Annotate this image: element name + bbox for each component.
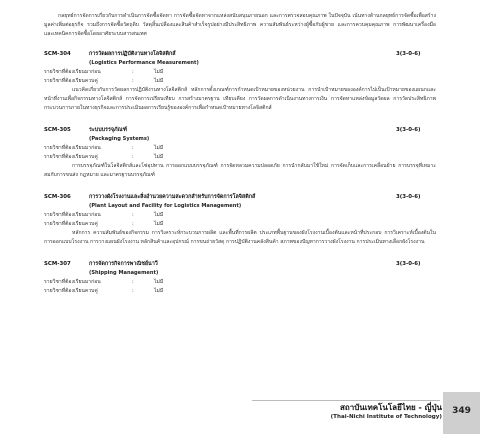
course-title-th: ระบบบรรจุภัณฑ์ — [89, 127, 128, 133]
course-header — [44, 50, 436, 59]
course-code: SCM-305 — [44, 127, 71, 133]
footer-divider — [252, 400, 440, 401]
corequisite-value: ไม่มี — [154, 221, 164, 227]
intro-paragraph: กลยุทธ์การจัดการเกี่ยวกับการดำเนินการจัดซื้อจัดหา การจัดซื้อจัดหาจากแหล่งสนับสนุนภายนอก และการตรวจสอบคุณภาพ ในปัจจุบัน เน้นทางด้านกลยุทธ์การจัดซื้อเพื่อสร้างมูลค่าเพิ่มต่อธุรกิจ รวมถึงการจัดซื้อวัตถุดิบ วัสดุสิ้นเปลืองและสินค้าสำเร็จรูปอย่างมีประสิทธิภาพ ความสัมพันธ์ระหว่างผู้ซื้อกับผู้ขาย และการควบคุมคุณภาพ การพัฒนาเครื่องมือ และเทคนิคการจัดซื้อโดยอาศัยระบบสารสนเทศ — [44, 13, 436, 37]
course-description: หลักการ ความสัมพันธ์ของกิจกรรม การวิเคราะห์กระบวนการผลิต และพื้นที่การผลิต ประเภทพื้นฐานของผังโรงงานเบื้องต้นและหน้าที่ประกอบ การวิเคราะห์เบื้องต้นในการออกแบบโรงงาน การวางแผนผังโรงงาน หลักสินค้าและอุปกรณ์ การขนถ่ายวัสดุ การปฏิบัติงานคลังสินค้า สภาพของปัญหาการวางผังโรงงาน การประเมินทางเลือกผังโรงงาน — [44, 230, 436, 245]
course-credits: 3(3-0-6) — [396, 51, 421, 57]
corequisite-label: รายวิชาที่ต้องเรียนควบคู่ — [44, 78, 98, 84]
course-credits: 3(3-0-6) — [396, 194, 421, 200]
corequisite-row — [44, 153, 436, 162]
prerequisite-label: รายวิชาที่ต้องเรียนมาก่อน — [44, 69, 101, 75]
colon: : — [132, 288, 134, 294]
course-title-th: การวางผังโรงงานและสิ่งอำนวยความสะดวกสำหรับการจัดการโลจิสติกส์ — [89, 194, 256, 200]
colon: : — [132, 145, 134, 151]
course-title-th: การวัดผลการปฏิบัติงานทางโลจิสติกส์ — [89, 51, 176, 57]
prerequisite-label: รายวิชาที่ต้องเรียนมาก่อน — [44, 279, 101, 285]
course-description: การบรรจุภัณฑ์ในโลจิสติกส์และโซ่อุปทาน การออกแบบบรรจุภัณฑ์ การจัดหลวมความปลอดภัย การนำกลับมาใช้ใหม่ การจัดเก็บและการเคลื่อนย้าย การบรรจุที่เหมาะสมกับการขนส่ง กฎหมาย และมาตรฐานบรรจุภัณฑ์ — [44, 163, 436, 178]
prerequisite-label: รายวิชาที่ต้องเรียนมาก่อน — [44, 145, 101, 151]
prerequisite-row — [44, 211, 436, 220]
course-description: แนวคิดเกี่ยวกับการวัดผลการปฏิบัติงานทางโลจิสติกส์ หลักการตั้งเกณฑ์การกำหนดเป้าหมายของหน่วยงาน การนำเป้าหมายขององค์การไปเป็นเป้าหมายของแผนกและหน้าที่งานเพื่อกิจกรรมทางโลจิสติกส์ การจัดการเปรียบเทียบ การสร้างมาตรฐาน เทียบเคียง การวัดผลการดำเนินงานทางการเงิน การจัดหาแหล่งข้อมูลวัดผล การวัดประสิทธิภาพ กระบวนการภายในทางธุรกิจและการประเมินผลการเรียนรู้ขององค์การเพื่อกำหนดเป้าหมายทางโลจิสติกส์ — [44, 87, 436, 111]
prerequisite-label: รายวิชาที่ต้องเรียนมาก่อน — [44, 212, 101, 218]
course-title-en: (Shipping Management) — [89, 270, 159, 276]
prerequisite-row — [44, 68, 436, 77]
prerequisite-row — [44, 144, 436, 153]
corequisite-label: รายวิชาที่ต้องเรียนควบคู่ — [44, 154, 98, 160]
corequisite-row — [44, 287, 436, 296]
course-block-scm-307 — [44, 260, 436, 296]
prerequisite-value: ไม่มี — [154, 145, 164, 151]
course-block-scm-304 — [44, 50, 436, 113]
course-block-scm-306 — [44, 193, 436, 247]
course-code: SCM-304 — [44, 51, 71, 57]
course-title-th: การจัดการกิจการพาณิชย์นาวี — [89, 261, 158, 267]
corequisite-row — [44, 220, 436, 229]
colon: : — [132, 69, 134, 75]
prerequisite-row — [44, 278, 436, 287]
page-content — [44, 12, 436, 296]
institute-name-en: (Thai-Nichi Institute of Technology) — [330, 414, 442, 420]
colon: : — [132, 154, 134, 160]
course-block-scm-305 — [44, 126, 436, 180]
corequisite-label: รายวิชาที่ต้องเรียนควบคู่ — [44, 288, 98, 294]
course-code: SCM-307 — [44, 261, 71, 267]
prerequisite-value: ไม่มี — [154, 279, 164, 285]
colon: : — [132, 212, 134, 218]
prerequisite-value: ไม่มี — [154, 212, 164, 218]
course-title-en: (Logistics Performance Measurement) — [89, 60, 199, 66]
course-header — [44, 126, 436, 135]
course-header — [44, 193, 436, 202]
page-footer — [292, 402, 442, 421]
corequisite-value: ไม่มี — [154, 154, 164, 160]
corequisite-value: ไม่มี — [154, 78, 164, 84]
course-header — [44, 260, 436, 269]
corequisite-label: รายวิชาที่ต้องเรียนควบคู่ — [44, 221, 98, 227]
course-credits: 3(3-0-6) — [396, 127, 421, 133]
colon: : — [132, 221, 134, 227]
colon: : — [132, 279, 134, 285]
page-number: 349 — [452, 406, 471, 416]
institute-name-th: สถาบันเทคโนโลยีไทย - ญี่ปุ่น — [339, 403, 442, 412]
colon: : — [132, 78, 134, 84]
course-title-en: (Plant Layout and Facility for Logistics Management) — [89, 203, 242, 209]
corequisite-row — [44, 77, 436, 86]
course-credits: 3(3-0-6) — [396, 261, 421, 267]
corequisite-value: ไม่มี — [154, 288, 164, 294]
prerequisite-value: ไม่มี — [154, 69, 164, 75]
course-title-en: (Packaging Systems) — [89, 136, 150, 142]
course-code: SCM-306 — [44, 194, 71, 200]
